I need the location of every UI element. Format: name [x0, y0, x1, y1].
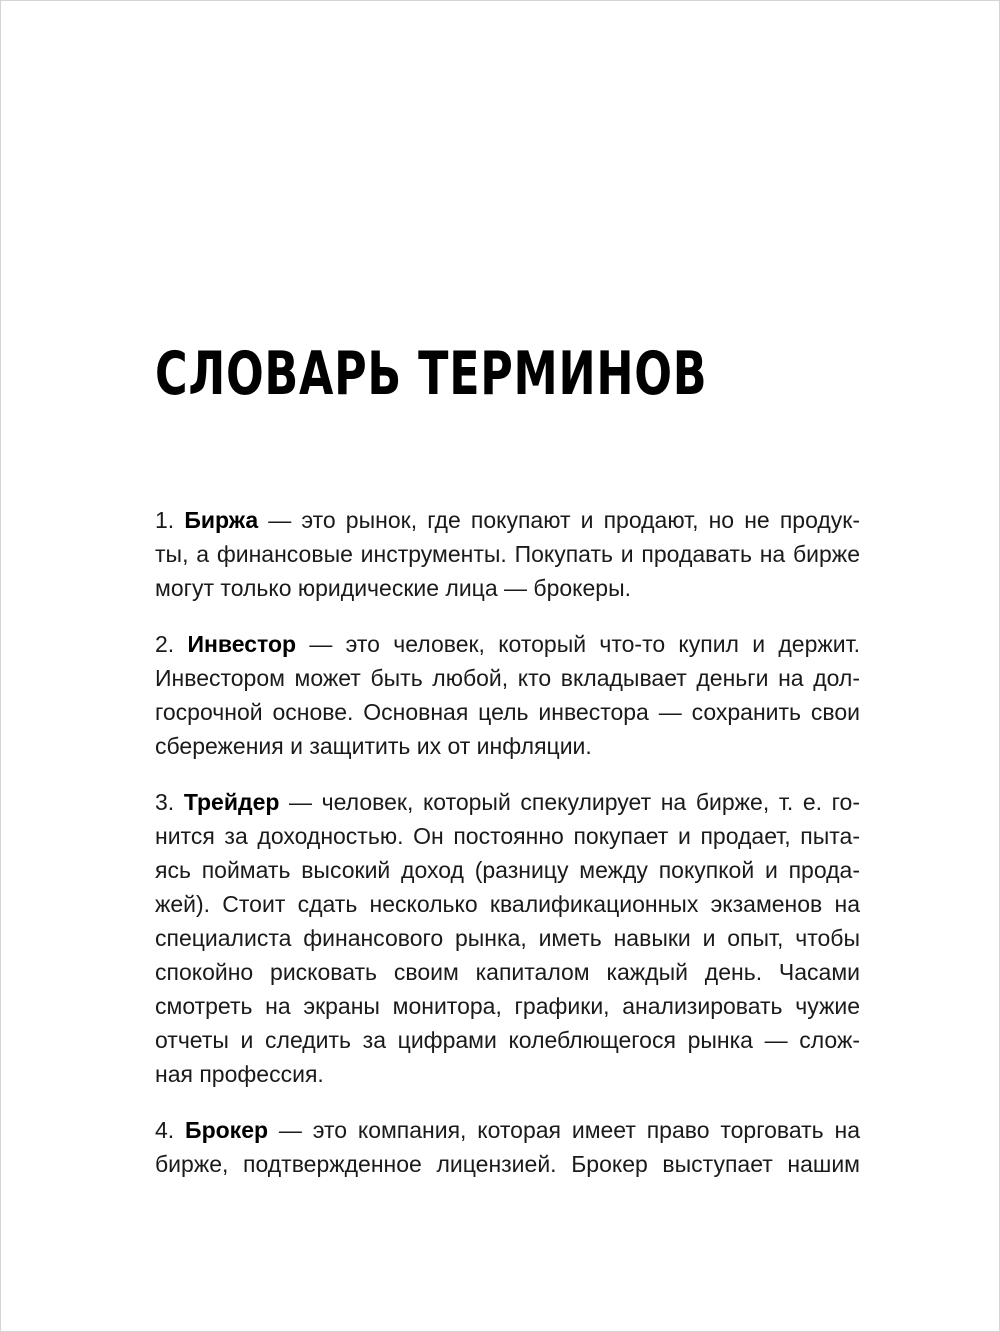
entry-line: Инвестором может быть любой, кто вкладывает деньги на дол-: [155, 665, 860, 691]
glossary-entry-2: [155, 627, 860, 763]
entry-line: [155, 627, 860, 661]
entry-term: Биржа: [184, 507, 259, 533]
entry-line: специалиста финансового рынка, иметь навыки и опыт, чтобы: [155, 925, 860, 951]
entry-line: нится за доходностью. Он постоянно покупает и продает, пыта-: [155, 823, 860, 849]
entry-line: жей). Стоит сдать несколько квалификационных экзаменов на: [155, 891, 860, 917]
glossary-entry-4: [155, 1113, 860, 1181]
entry-line: сбережения и защитить их от инфляции.: [155, 733, 592, 759]
entry-line: ясь поймать высокий доход (разницу между покупкой и прода-: [155, 857, 860, 883]
glossary-entry-1: [155, 503, 860, 605]
entry-line: ная профессия.: [155, 1061, 324, 1087]
entry-number: 1.: [155, 507, 175, 533]
entry-text: — это человек, который что-то купил и держит.: [296, 631, 861, 657]
entry-text: — это рынок, где покупают и продают, но не продук-: [258, 507, 861, 533]
entry-term: Брокер: [185, 1117, 269, 1143]
entry-line: смотреть на экраны монитора, графики, анализировать чужие: [155, 993, 860, 1019]
entry-text: — человек, который спекулирует на бирже, т. е. го-: [279, 789, 860, 815]
entry-text: — это компания, которая имеет право торговать на: [268, 1117, 861, 1143]
entry-number: 2.: [155, 631, 175, 657]
entry-line: могут только юридические лица — брокеры.: [155, 575, 632, 601]
page-title: СЛОВАРЬ ТЕРМИНОВ: [155, 339, 708, 409]
entry-number: 4.: [155, 1117, 175, 1143]
entry-term: Инвестор: [187, 631, 297, 657]
glossary-body: [155, 503, 860, 1203]
entry-line: [155, 503, 860, 537]
entry-line: [155, 1113, 860, 1147]
entry-line: спокойно рисковать своим капиталом каждый день. Часами: [155, 959, 860, 985]
entry-line: ты, а финансовые инструменты. Покупать и продавать на бирже: [155, 541, 860, 567]
glossary-entry-3: [155, 785, 860, 1091]
entry-line: госрочной основе. Основная цель инвестора — сохранить свои: [155, 699, 860, 725]
entry-line: отчеты и следить за цифрами колеблющегося рынка — слож-: [155, 1027, 860, 1053]
entry-number: 3.: [155, 789, 175, 815]
entry-line: бирже, подтвержденное лицензией. Брокер выступает нашим: [155, 1151, 860, 1177]
entry-term: Трейдер: [183, 789, 280, 815]
entry-line: [155, 785, 860, 819]
